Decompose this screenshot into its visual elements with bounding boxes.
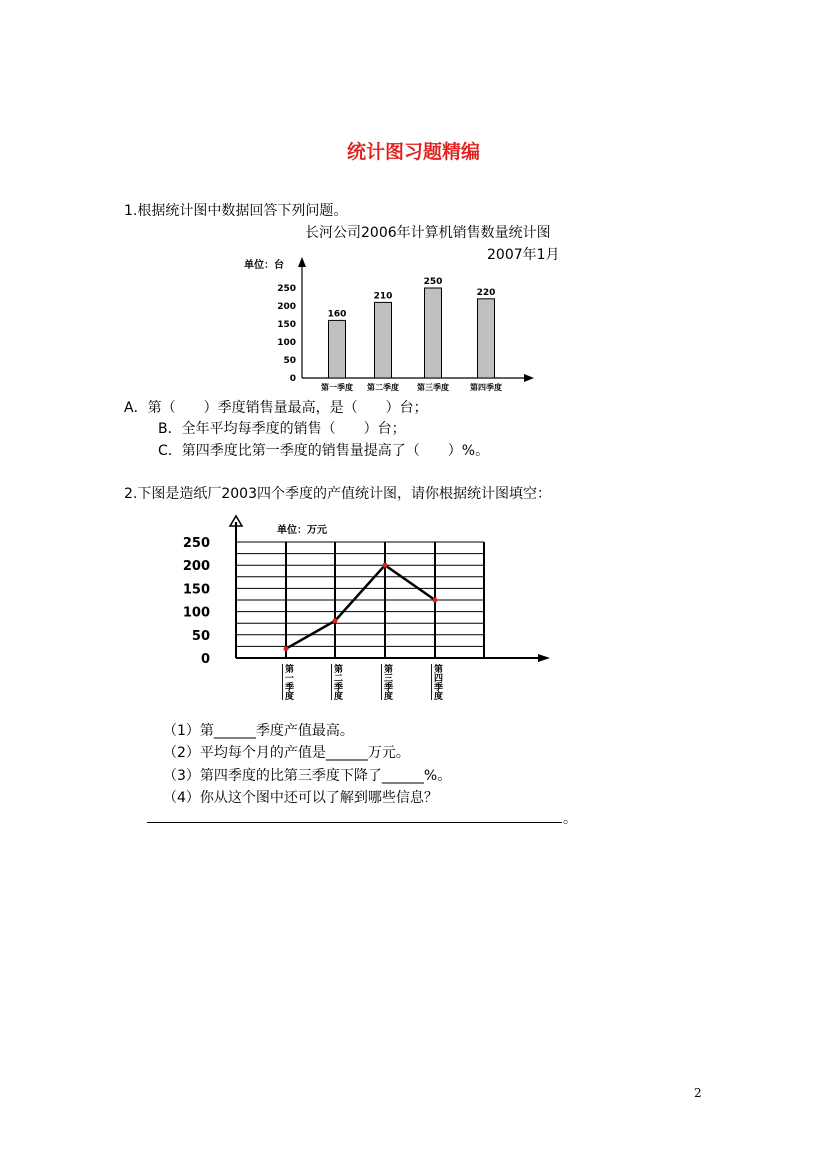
category-label: 第一季度: [321, 383, 353, 392]
data-point: [433, 598, 438, 603]
unit-label: 单位：台: [244, 260, 284, 271]
x-axis-arrow: [538, 654, 550, 662]
y-tick-label: 0: [289, 374, 296, 384]
category-label: 第二季度: [367, 383, 399, 392]
y-tick-label: 0: [200, 652, 210, 667]
q1-line-c: C．第四季度比第一季度的销售量提高了（ ）%。: [158, 443, 490, 459]
y-axis-arrow: [298, 257, 306, 267]
y-tick-label: 200: [277, 302, 296, 312]
q1-chart-date: 2007年1月: [487, 247, 560, 263]
page-number: 2: [694, 1086, 702, 1100]
bar: [478, 299, 495, 378]
q2-line-1: （1）第______季度产值最高。: [163, 723, 354, 739]
category-label: 第三季度: [382, 664, 392, 700]
y-tick-label: 50: [191, 628, 210, 644]
bar: [375, 302, 392, 378]
category-label: 第一季度: [283, 664, 293, 700]
q2-line-4: （4）你从这个图中还可以了解到哪些信息？: [163, 790, 438, 806]
category-label: 第二季度: [332, 664, 342, 700]
y-tick-label: 250: [182, 536, 210, 551]
y-tick-label: 100: [182, 605, 210, 621]
data-point: [333, 618, 338, 623]
y-tick-label: 250: [277, 284, 296, 294]
y-tick-label: 50: [283, 356, 296, 366]
answer-line: [147, 822, 562, 823]
line-chart: [172, 512, 562, 707]
q1-line-a: A．第（ ）季度销售量最高，是（ ）台；: [124, 400, 428, 416]
q2-line-3: （3）第四季度的比第三季度下降了______%。: [163, 768, 452, 784]
bar-chart: [230, 245, 550, 395]
series-line: [286, 565, 435, 649]
q1-chart-title: 长河公司2006年计算机销售数量统计图: [305, 225, 551, 241]
bar: [329, 320, 346, 378]
bar-value-label: 160: [327, 309, 347, 320]
bar-value-label: 210: [373, 291, 393, 302]
category-label: 第三季度: [417, 383, 449, 392]
y-tick-label: 150: [182, 582, 210, 598]
bar-value-label: 220: [476, 287, 496, 298]
x-axis-arrow: [524, 374, 534, 382]
bar-value-label: 250: [423, 277, 443, 287]
y-tick-label: 200: [182, 559, 210, 575]
data-point: [284, 646, 289, 651]
y-tick-label: 150: [277, 320, 296, 330]
y-tick-label: 100: [277, 338, 296, 348]
data-point: [383, 563, 388, 568]
q2-line-2: （2）平均每个月的产值是______万元。: [163, 745, 410, 761]
q2-end-mark: 。: [563, 811, 577, 827]
q1-line-b: B．全年平均每季度的销售（ ）台；: [158, 421, 406, 437]
unit-label: 单位：万元: [277, 525, 327, 536]
category-label: 第四季度: [432, 664, 442, 700]
q2-prompt: 2.下图是造纸厂2003四个季度的产值统计图，请你根据统计图填空：: [124, 486, 551, 502]
q1-prompt: 1.根据统计图中数据回答下列问题。: [124, 203, 348, 219]
page-title: 统计图习题精编: [346, 141, 480, 163]
bar: [425, 288, 442, 378]
category-label: 第四季度: [470, 383, 502, 392]
